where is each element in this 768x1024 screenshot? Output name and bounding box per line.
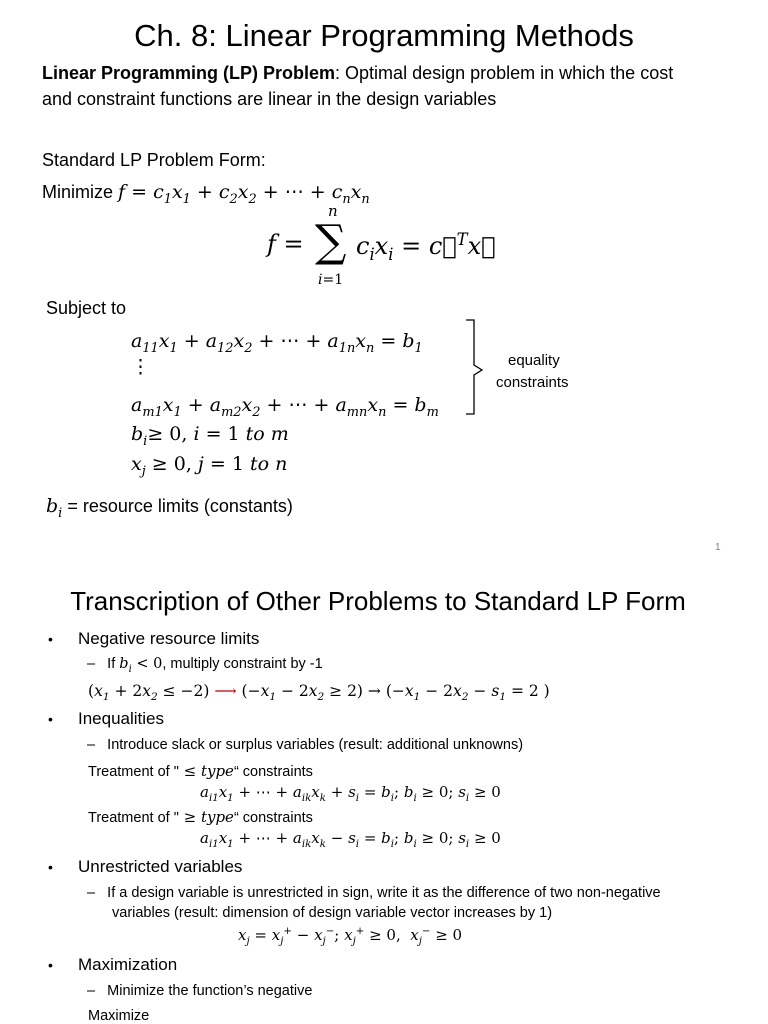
surplus-equation: $a_{i1}x_1$ + ⋯ + $a_{ik}x_k - s_i = b_i$; $b_i \ge 0$; $s_i \ge 0$ <box>200 829 501 850</box>
page-number: 1 <box>715 542 721 553</box>
right-brace-icon <box>462 318 492 418</box>
en-dash-icon: – <box>87 885 96 901</box>
sub-unrestricted-text-1: If a design variable is unrestricted in sign, write it as the difference of two non-negative <box>107 885 661 901</box>
en-dash-icon: – <box>87 656 96 672</box>
sub-negative-resource: – If $b_i < 0$, multiply constraint by -1 <box>87 656 323 675</box>
resource-limits-text: = resource limits (constants) <box>67 496 293 516</box>
red-arrow-icon: ⟶ <box>214 682 237 700</box>
treatment-le: Treatment of " ≤ type“ constraints <box>88 762 313 780</box>
minimize-objective <box>42 181 370 207</box>
en-dash-icon: – <box>87 737 96 753</box>
sub-slack-text: Introduce slack or surplus variables (result: additional unknowns) <box>107 737 524 753</box>
treatment-ge-prefix: Treatment of " <box>88 810 179 826</box>
bullet-unrestricted: Unrestricted variables <box>78 857 243 876</box>
bullet-dot-icon: • <box>48 957 53 973</box>
negative-example-equation: $(x_1 + 2x_2 \le -2)$ ⟶ $(-x_1 - 2x_2 \ge 2) \to (-x_1 - 2x_2 - s_1 = 2$ ) <box>88 682 550 704</box>
bullet-negative-resource: Negative resource limits <box>78 629 260 648</box>
resource-limits-note: $b_i$ = resource limits (constants) <box>46 495 293 521</box>
equality-constraints-label-1: equality <box>508 352 560 369</box>
bullet-dot-icon: • <box>48 859 53 875</box>
sub-unrestricted-2: variables (result: dimension of design variable vector increases by 1) <box>112 905 553 921</box>
lp-definition-term: Linear Programming (LP) Problem <box>42 63 336 83</box>
slide1-title: Ch. 8: Linear Programming Methods <box>134 18 634 53</box>
objective-expanded: $f = c_1x_1 + c_2x_2$ + ⋯ + $c_nx_n$ <box>118 181 370 207</box>
constraint-row-1: $a_{11}x_1 + a_{12}x_2$ + ⋯ + $a_{1n}x_n = b_1$ <box>131 330 423 356</box>
sum-f-equals: f = <box>267 230 304 258</box>
slack-equation: $a_{i1}x_1$ + ⋯ + $a_{ik}x_k + s_i = b_i$; $b_i \ge 0$; $s_i \ge 0$ <box>200 783 501 804</box>
equality-constraints-label-2: constraints <box>496 374 569 391</box>
treatment-le-suffix: “ constraints <box>233 764 313 780</box>
standard-form-label: Standard LP Problem Form: <box>42 150 266 170</box>
treatment-le-prefix: Treatment of " <box>88 764 179 780</box>
bullet-dot-icon: • <box>48 711 53 727</box>
sum-body: $c_ix_i$ = c⃗$^T$x⃗ <box>356 230 496 264</box>
maximize-label: Maximize <box>88 1008 150 1024</box>
treatment-ge-suffix: “ constraints <box>233 810 313 826</box>
lp-definition-line2: and constraint functions are linear in the design variables <box>42 89 497 109</box>
sub-slack <box>87 737 523 753</box>
slide2-title: Transcription of Other Problems to Standard LP Form <box>70 586 686 616</box>
sub-maximization-text: Minimize the function’s negative <box>107 983 313 999</box>
lp-definition-line1 <box>42 63 673 84</box>
sub-unrestricted-1 <box>87 885 661 901</box>
b-nonnegative: $b_i\ge 0$, i = 1 to m <box>131 423 289 449</box>
sub-negative-text-a: If <box>107 656 116 672</box>
sum-lower-limit: i=1 <box>318 272 344 288</box>
minimize-label: Minimize <box>42 182 114 202</box>
bullet-dot-icon: • <box>48 631 53 647</box>
sub-negative-text-b: , multiply constraint by -1 <box>162 656 323 672</box>
constraint-row-m: $a_{m1}x_1 + a_{m2}x_2$ + ⋯ + $a_{mn}x_n = b_m$ <box>131 394 439 420</box>
bullet-maximization: Maximization <box>78 955 178 974</box>
subject-to-label: Subject to <box>46 298 127 318</box>
x-nonnegative: $x_j \ge 0$, j = 1 to n <box>131 453 288 479</box>
en-dash-icon: – <box>87 983 96 999</box>
bullet-inequalities: Inequalities <box>78 709 165 728</box>
treatment-ge: Treatment of " ≥ type“ constraints <box>88 808 313 826</box>
sub-maximization <box>87 983 312 999</box>
sum-upper-limit: n <box>328 202 338 220</box>
sigma-symbol: ∑ <box>315 216 347 267</box>
constraint-vdots: ⋮ <box>131 356 150 378</box>
lp-definition-text: : Optimal design problem in which the cost <box>335 63 674 83</box>
unrestricted-equation: $x_j = x_j^+ - x_j^-$; $x_j^+ \ge 0$, $x_j^- \ge 0$ <box>238 926 463 947</box>
